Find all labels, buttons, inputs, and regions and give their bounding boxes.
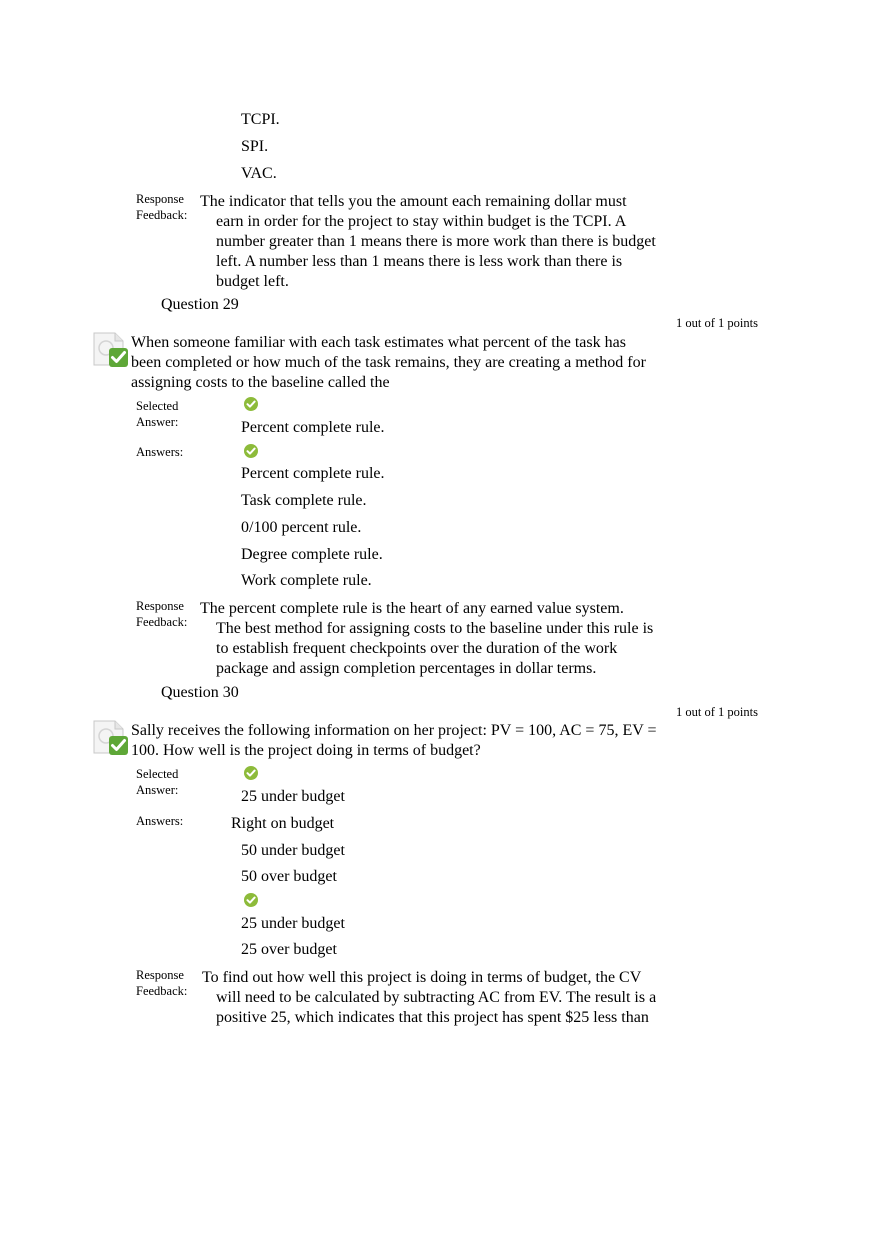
answer-option: 25 over budget xyxy=(241,941,337,958)
answer-option: TCPI. xyxy=(241,111,280,128)
feedback-line: The best method for assigning costs to the baseline under this rule is xyxy=(216,620,654,637)
feedback-line: left. A number less than 1 means there is less work than there is xyxy=(216,253,623,270)
check-icon xyxy=(244,444,258,458)
answer-option: Degree complete rule. xyxy=(241,546,383,563)
correct-answer-icon xyxy=(91,330,129,368)
feedback-line: positive 25, which indicates that this project has spent $25 less than xyxy=(216,1009,649,1026)
feedback-line: number greater than 1 means there is more work than there is budget xyxy=(216,233,656,250)
selected-label: Selected xyxy=(136,399,179,413)
selected-answer: 25 under budget xyxy=(241,788,345,805)
feedback-line: The percent complete rule is the heart of any earned value system. xyxy=(200,600,624,617)
answers-label: Answers: xyxy=(136,445,184,459)
answer-option: Percent complete rule. xyxy=(241,465,385,482)
prompt-line: assigning costs to the baseline called the xyxy=(131,374,390,391)
feedback-line: The indicator that tells you the amount each remaining dollar must xyxy=(200,193,627,210)
question-title: Question 30 xyxy=(161,684,239,701)
answer-option: Work complete rule. xyxy=(241,572,372,589)
response-feedback xyxy=(200,192,656,292)
feedback-line: to establish frequent checkpoints over the duration of the work xyxy=(216,640,618,657)
answer-label: Answer: xyxy=(136,783,179,797)
answer-option: 50 under budget xyxy=(241,842,345,859)
response-feedback xyxy=(202,968,656,1028)
question-points: 1 out of 1 points xyxy=(676,705,758,719)
response-label: Response xyxy=(136,968,184,982)
feedback-line: package and assign completion percentages in dollar terms. xyxy=(216,660,597,677)
feedback-label: Feedback: xyxy=(136,208,188,222)
answer-label: Answer: xyxy=(136,415,179,429)
response-label: Response xyxy=(136,599,184,613)
correct-answer-icon xyxy=(91,718,129,756)
feedback-label: Feedback: xyxy=(136,984,188,998)
question-points: 1 out of 1 points xyxy=(676,316,758,330)
answers-label: Answers: xyxy=(136,814,184,828)
answer-option: Right on budget xyxy=(231,815,335,832)
feedback-line: To find out how well this project is doing in terms of budget, the CV xyxy=(202,969,642,986)
feedback-line: will need to be calculated by subtracting AC from EV. The result is a xyxy=(216,989,657,1006)
answer-option: 0/100 percent rule. xyxy=(241,519,362,536)
check-icon xyxy=(244,766,258,780)
selected-answer: Percent complete rule. xyxy=(241,419,385,436)
check-icon xyxy=(244,893,258,907)
selected-label: Selected xyxy=(136,767,179,781)
prompt-line: been completed or how much of the task remains, they are creating a method for xyxy=(131,354,646,371)
response-feedback xyxy=(200,599,653,679)
question-prompt xyxy=(131,721,657,761)
feedback-line: budget left. xyxy=(216,273,289,290)
question-prompt xyxy=(131,333,646,393)
prompt-line: 100. How well is the project doing in terms of budget? xyxy=(131,742,481,759)
check-icon xyxy=(244,397,258,411)
prompt-line: Sally receives the following information on her project: PV = 100, AC = 75, EV = xyxy=(131,722,657,739)
feedback-label: Feedback: xyxy=(136,615,188,629)
answer-option: 50 over budget xyxy=(241,868,337,885)
feedback-line: earn in order for the project to stay within budget is the TCPI. A xyxy=(216,213,627,230)
answer-option: Task complete rule. xyxy=(241,492,367,509)
prompt-line: When someone familiar with each task estimates what percent of the task has xyxy=(131,334,626,351)
question-title: Question 29 xyxy=(161,296,239,313)
answer-option: SPI. xyxy=(241,138,269,155)
answer-option: 25 under budget xyxy=(241,915,345,932)
response-label: Response xyxy=(136,192,184,206)
answer-option: VAC. xyxy=(241,165,277,182)
